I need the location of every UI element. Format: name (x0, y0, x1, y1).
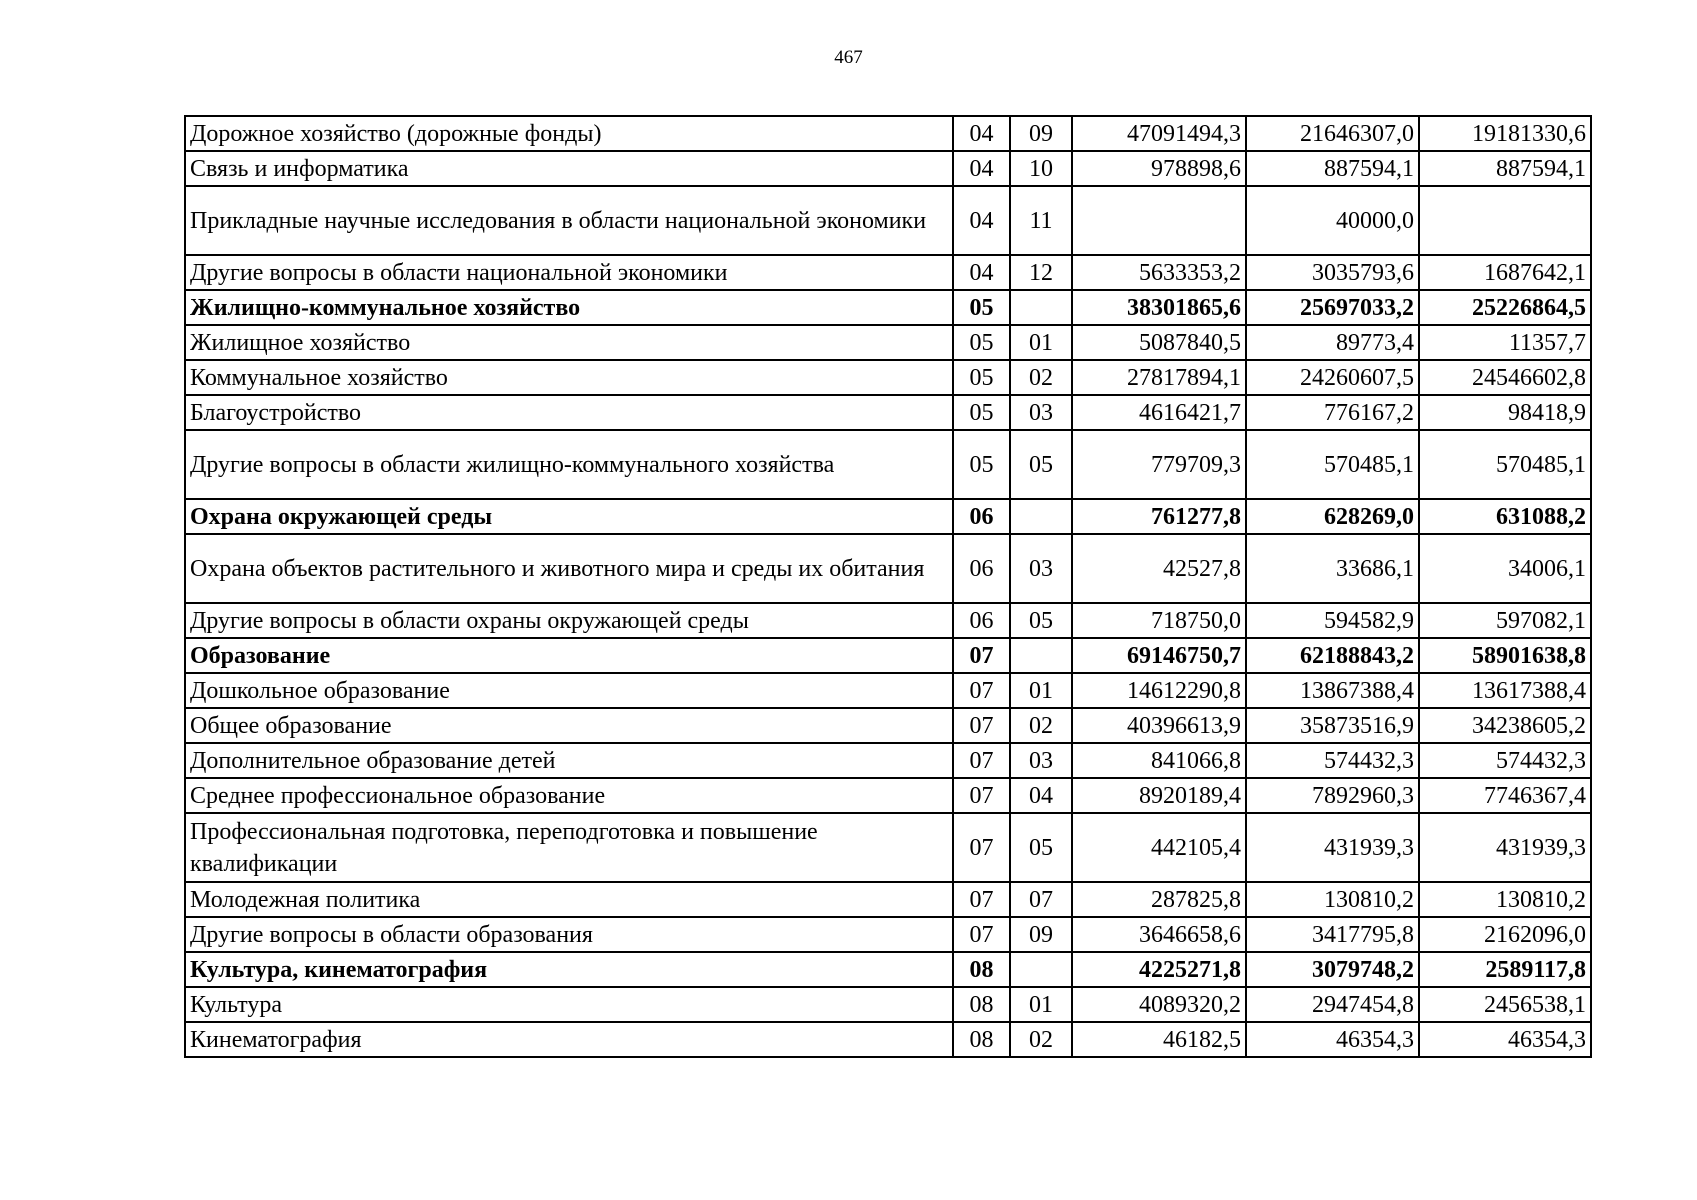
amount-1-cell: 3646658,6 (1072, 917, 1246, 952)
amount-2-cell: 887594,1 (1246, 151, 1419, 186)
table-row (185, 395, 1591, 430)
subsection-code-cell: 03 (1010, 534, 1072, 603)
amount-2-cell: 130810,2 (1246, 882, 1419, 917)
amount-2-cell: 3079748,2 (1246, 952, 1419, 987)
subsection-code-cell: 01 (1010, 673, 1072, 708)
amount-2-cell: 13867388,4 (1246, 673, 1419, 708)
subsection-code-cell: 12 (1010, 255, 1072, 290)
amount-3-cell (1419, 186, 1591, 255)
amount-1-cell: 42527,8 (1072, 534, 1246, 603)
section-code-cell: 07 (953, 638, 1010, 673)
subsection-code-cell: 09 (1010, 116, 1072, 151)
amount-3-cell: 431939,3 (1419, 813, 1591, 882)
section-code-cell: 07 (953, 708, 1010, 743)
section-total-row (185, 499, 1591, 534)
amount-2-cell: 3035793,6 (1246, 255, 1419, 290)
row-name-cell: Жилищно-коммунальное хозяйство (185, 290, 953, 325)
amount-3-cell: 25226864,5 (1419, 290, 1591, 325)
row-name-cell: Другие вопросы в области охраны окружающей среды (185, 603, 953, 638)
amount-3-cell: 570485,1 (1419, 430, 1591, 499)
row-name-cell: Образование (185, 638, 953, 673)
amount-1-cell: 47091494,3 (1072, 116, 1246, 151)
amount-1-cell: 287825,8 (1072, 882, 1246, 917)
amount-2-cell: 594582,9 (1246, 603, 1419, 638)
table-row (185, 778, 1591, 813)
table-row (185, 673, 1591, 708)
table-row (185, 360, 1591, 395)
section-code-cell: 05 (953, 395, 1010, 430)
amount-3-cell: 98418,9 (1419, 395, 1591, 430)
row-name-cell: Другие вопросы в области образования (185, 917, 953, 952)
amount-2-cell: 628269,0 (1246, 499, 1419, 534)
subsection-code-cell: 05 (1010, 603, 1072, 638)
amount-1-cell: 8920189,4 (1072, 778, 1246, 813)
amount-1-cell: 761277,8 (1072, 499, 1246, 534)
section-total-row (185, 638, 1591, 673)
amount-1-cell (1072, 186, 1246, 255)
amount-1-cell: 46182,5 (1072, 1022, 1246, 1057)
amount-3-cell: 7746367,4 (1419, 778, 1591, 813)
amount-2-cell: 2947454,8 (1246, 987, 1419, 1022)
amount-3-cell: 46354,3 (1419, 1022, 1591, 1057)
amount-3-cell: 130810,2 (1419, 882, 1591, 917)
amount-3-cell: 19181330,6 (1419, 116, 1591, 151)
table-row (185, 430, 1591, 499)
amount-1-cell: 442105,4 (1072, 813, 1246, 882)
section-code-cell: 07 (953, 917, 1010, 952)
subsection-code-cell: 04 (1010, 778, 1072, 813)
amount-2-cell: 3417795,8 (1246, 917, 1419, 952)
amount-1-cell: 4089320,2 (1072, 987, 1246, 1022)
section-code-cell: 05 (953, 325, 1010, 360)
table-row (185, 186, 1591, 255)
amount-1-cell: 5633353,2 (1072, 255, 1246, 290)
amount-3-cell: 2589117,8 (1419, 952, 1591, 987)
row-name-cell: Связь и информатика (185, 151, 953, 186)
subsection-code-cell: 05 (1010, 430, 1072, 499)
table-row (185, 882, 1591, 917)
row-name-cell: Дорожное хозяйство (дорожные фонды) (185, 116, 953, 151)
amount-2-cell: 62188843,2 (1246, 638, 1419, 673)
amount-3-cell: 58901638,8 (1419, 638, 1591, 673)
subsection-code-cell: 03 (1010, 395, 1072, 430)
table-row (185, 708, 1591, 743)
amount-3-cell: 13617388,4 (1419, 673, 1591, 708)
subsection-code-cell (1010, 499, 1072, 534)
subsection-code-cell: 01 (1010, 325, 1072, 360)
row-name-cell: Культура, кинематография (185, 952, 953, 987)
section-code-cell: 07 (953, 743, 1010, 778)
amount-2-cell: 431939,3 (1246, 813, 1419, 882)
table-row (185, 743, 1591, 778)
table-row (185, 917, 1591, 952)
amount-3-cell: 2456538,1 (1419, 987, 1591, 1022)
section-code-cell: 05 (953, 360, 1010, 395)
table-row (185, 987, 1591, 1022)
amount-2-cell: 570485,1 (1246, 430, 1419, 499)
amount-2-cell: 776167,2 (1246, 395, 1419, 430)
section-total-row (185, 952, 1591, 987)
budget-table (184, 115, 1592, 1058)
amount-1-cell: 40396613,9 (1072, 708, 1246, 743)
subsection-code-cell: 02 (1010, 708, 1072, 743)
amount-1-cell: 841066,8 (1072, 743, 1246, 778)
subsection-code-cell: 01 (1010, 987, 1072, 1022)
amount-2-cell: 89773,4 (1246, 325, 1419, 360)
table-row (185, 813, 1591, 882)
section-code-cell: 07 (953, 778, 1010, 813)
table-row (185, 255, 1591, 290)
section-code-cell: 06 (953, 603, 1010, 638)
row-name-cell: Коммунальное хозяйство (185, 360, 953, 395)
row-name-cell: Другие вопросы в области жилищно-коммунального хозяйства (185, 430, 953, 499)
table-row (185, 1022, 1591, 1057)
row-name-cell: Другие вопросы в области национальной экономики (185, 255, 953, 290)
amount-2-cell: 46354,3 (1246, 1022, 1419, 1057)
budget-table-body (185, 116, 1591, 1057)
amount-3-cell: 574432,3 (1419, 743, 1591, 778)
table-row (185, 534, 1591, 603)
amount-1-cell: 718750,0 (1072, 603, 1246, 638)
amount-1-cell: 69146750,7 (1072, 638, 1246, 673)
table-row (185, 325, 1591, 360)
row-name-cell: Среднее профессиональное образование (185, 778, 953, 813)
amount-3-cell: 2162096,0 (1419, 917, 1591, 952)
section-code-cell: 06 (953, 499, 1010, 534)
row-name-cell: Прикладные научные исследования в области национальной экономики (185, 186, 953, 255)
row-name-cell: Кинематография (185, 1022, 953, 1057)
amount-3-cell: 24546602,8 (1419, 360, 1591, 395)
subsection-code-cell: 09 (1010, 917, 1072, 952)
amount-2-cell: 40000,0 (1246, 186, 1419, 255)
subsection-code-cell: 05 (1010, 813, 1072, 882)
amount-3-cell: 597082,1 (1419, 603, 1591, 638)
row-name-cell: Дошкольное образование (185, 673, 953, 708)
section-code-cell: 07 (953, 673, 1010, 708)
amount-2-cell: 7892960,3 (1246, 778, 1419, 813)
section-total-row (185, 290, 1591, 325)
section-code-cell: 07 (953, 882, 1010, 917)
section-code-cell: 05 (953, 430, 1010, 499)
amount-1-cell: 978898,6 (1072, 151, 1246, 186)
amount-1-cell: 38301865,6 (1072, 290, 1246, 325)
subsection-code-cell: 02 (1010, 1022, 1072, 1057)
row-name-cell: Молодежная политика (185, 882, 953, 917)
page-number: 467 (834, 47, 863, 68)
section-code-cell: 08 (953, 1022, 1010, 1057)
subsection-code-cell: 03 (1010, 743, 1072, 778)
subsection-code-cell (1010, 638, 1072, 673)
amount-2-cell: 24260607,5 (1246, 360, 1419, 395)
section-code-cell: 04 (953, 151, 1010, 186)
amount-3-cell: 887594,1 (1419, 151, 1591, 186)
section-code-cell: 08 (953, 987, 1010, 1022)
amount-1-cell: 14612290,8 (1072, 673, 1246, 708)
section-code-cell: 08 (953, 952, 1010, 987)
amount-2-cell: 574432,3 (1246, 743, 1419, 778)
row-name-cell: Общее образование (185, 708, 953, 743)
amount-3-cell: 34238605,2 (1419, 708, 1591, 743)
table-row (185, 151, 1591, 186)
row-name-cell: Охрана объектов растительного и животного мира и среды их обитания (185, 534, 953, 603)
subsection-code-cell: 02 (1010, 360, 1072, 395)
amount-2-cell: 21646307,0 (1246, 116, 1419, 151)
section-code-cell: 06 (953, 534, 1010, 603)
amount-3-cell: 1687642,1 (1419, 255, 1591, 290)
amount-1-cell: 5087840,5 (1072, 325, 1246, 360)
row-name-cell: Благоустройство (185, 395, 953, 430)
table-row (185, 116, 1591, 151)
row-name-cell: Жилищное хозяйство (185, 325, 953, 360)
amount-1-cell: 4225271,8 (1072, 952, 1246, 987)
subsection-code-cell (1010, 952, 1072, 987)
subsection-code-cell (1010, 290, 1072, 325)
amount-1-cell: 27817894,1 (1072, 360, 1246, 395)
subsection-code-cell: 07 (1010, 882, 1072, 917)
amount-3-cell: 11357,7 (1419, 325, 1591, 360)
table-row (185, 603, 1591, 638)
amount-2-cell: 33686,1 (1246, 534, 1419, 603)
amount-3-cell: 34006,1 (1419, 534, 1591, 603)
amount-2-cell: 35873516,9 (1246, 708, 1419, 743)
amount-1-cell: 779709,3 (1072, 430, 1246, 499)
row-name-cell: Профессиональная подготовка, переподготовка и повышение квалификации (185, 813, 953, 882)
row-name-cell: Охрана окружающей среды (185, 499, 953, 534)
amount-1-cell: 4616421,7 (1072, 395, 1246, 430)
row-name-cell: Культура (185, 987, 953, 1022)
section-code-cell: 04 (953, 255, 1010, 290)
section-code-cell: 04 (953, 186, 1010, 255)
subsection-code-cell: 11 (1010, 186, 1072, 255)
section-code-cell: 07 (953, 813, 1010, 882)
amount-2-cell: 25697033,2 (1246, 290, 1419, 325)
section-code-cell: 04 (953, 116, 1010, 151)
row-name-cell: Дополнительное образование детей (185, 743, 953, 778)
subsection-code-cell: 10 (1010, 151, 1072, 186)
section-code-cell: 05 (953, 290, 1010, 325)
amount-3-cell: 631088,2 (1419, 499, 1591, 534)
